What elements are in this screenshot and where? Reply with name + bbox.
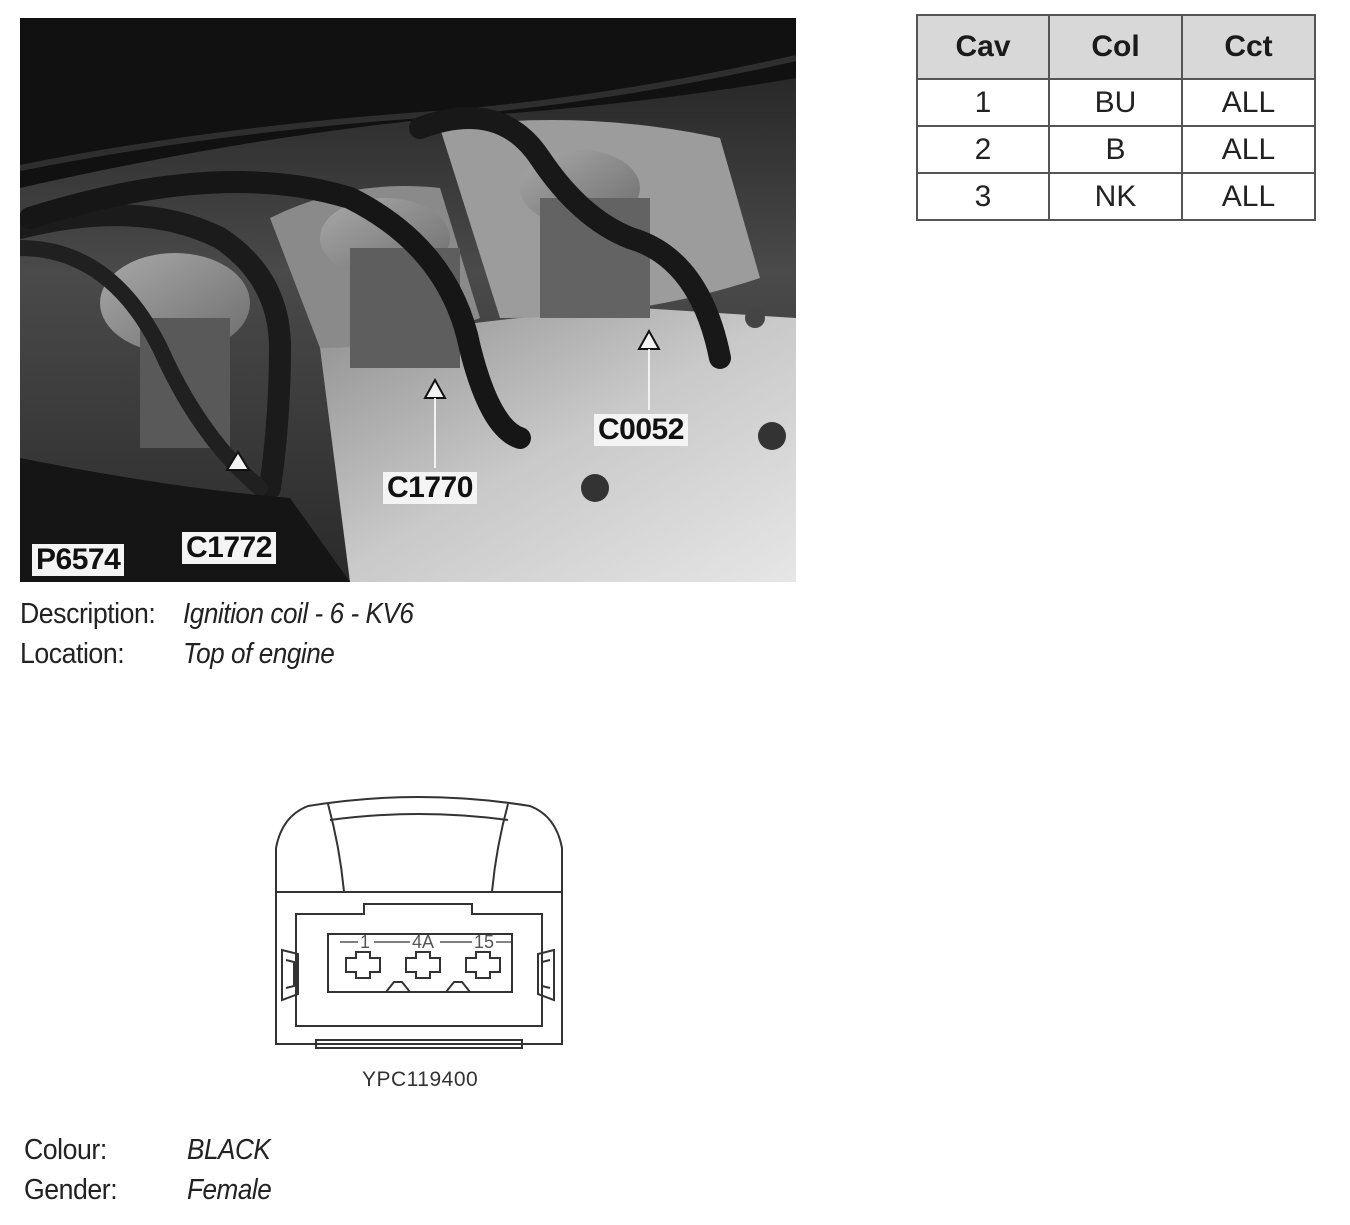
colour-line	[24, 1133, 280, 1167]
gender-label: Gender:	[24, 1174, 118, 1206]
cell-cct: ALL	[1182, 173, 1315, 220]
location-line	[20, 637, 351, 671]
table-header-row	[917, 15, 1315, 79]
cell-col: BU	[1049, 79, 1182, 126]
cell-cct: ALL	[1182, 126, 1315, 173]
cell-cct: ALL	[1182, 79, 1315, 126]
c1770-label: C1770	[383, 472, 477, 504]
photo-reference-label: P6574	[32, 544, 124, 576]
gender-value: Female	[187, 1174, 272, 1206]
colour-label: Colour:	[24, 1134, 107, 1166]
gender-line	[24, 1173, 281, 1207]
table-row	[917, 126, 1315, 173]
description-value: Ignition coil - 6 - KV6	[183, 598, 414, 630]
header-cct: Cct	[1182, 15, 1315, 79]
location-value: Top of engine	[183, 638, 335, 670]
cell-cav: 2	[917, 126, 1049, 173]
colour-value: BLACK	[187, 1134, 271, 1166]
table-row	[917, 79, 1315, 126]
header-col: Col	[1049, 15, 1182, 79]
location-label: Location:	[20, 638, 125, 670]
c1772-label: C1772	[182, 532, 276, 564]
c0052-label: C0052	[594, 414, 688, 446]
header-cav: Cav	[917, 15, 1049, 79]
description-label: Description:	[20, 598, 156, 630]
connector-part-code: YPC119400	[362, 1068, 479, 1091]
pin-label-4a: 4A	[412, 932, 435, 952]
description-line	[20, 597, 439, 631]
cell-col: B	[1049, 126, 1182, 173]
connector-face-diagram	[268, 788, 568, 1056]
terminal-shapes	[346, 952, 500, 992]
cavity-table	[916, 14, 1316, 221]
cell-col: NK	[1049, 173, 1182, 220]
cell-cav: 1	[917, 79, 1049, 126]
table-row	[917, 173, 1315, 220]
engine-photo	[20, 18, 796, 582]
pin-label-15: 15	[474, 932, 495, 952]
cell-cav: 3	[917, 173, 1049, 220]
pin-label-1: 1	[360, 932, 371, 952]
